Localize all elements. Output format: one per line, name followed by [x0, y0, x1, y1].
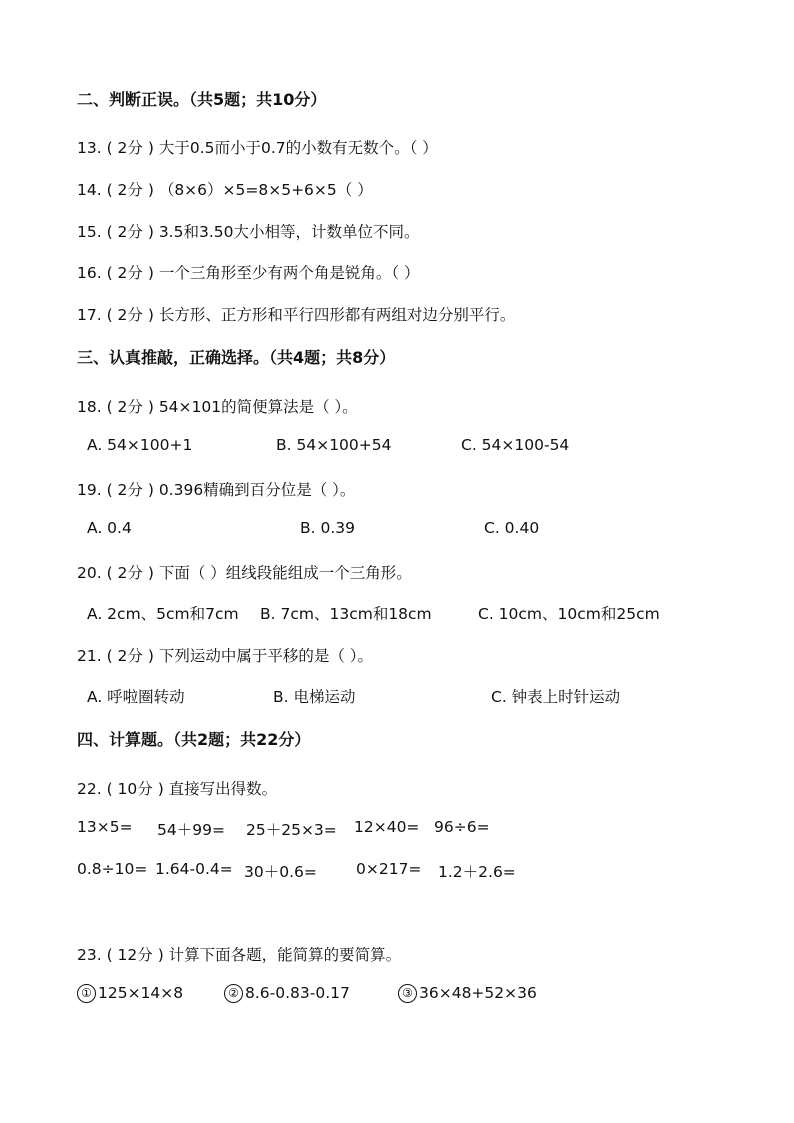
- calc22-row2-item1: 0.8÷10=: [77, 860, 148, 878]
- question-22: 22. ( 10分 ) 直接写出得数。: [77, 780, 278, 798]
- q18-option-c: C. 54×100-54: [461, 436, 570, 454]
- question-13: 13. ( 2分 ) 大于0.5而小于0.7的小数有无数个。（ ）: [77, 139, 438, 157]
- calc22-row1-item1: 13×5=: [77, 818, 133, 836]
- calc22-row2-item4: 0×217=: [356, 860, 422, 878]
- calc23-expression-1: 125×14×8: [98, 984, 184, 1002]
- q19-option-c: C. 0.40: [484, 519, 540, 537]
- calc22-row1-item4: 12×40=: [354, 818, 420, 836]
- calc23-item3: [398, 984, 537, 1003]
- q19-option-a: A. 0.4: [87, 519, 132, 537]
- calc22-row2-item5: 1.2＋2.6=: [438, 863, 516, 881]
- q18-option-a: A. 54×100+1: [87, 436, 193, 454]
- question-16: 16. ( 2分 ) 一个三角形至少有两个角是锐角。（ ）: [77, 264, 420, 282]
- q20-option-a: A. 2cm、5cm和7cm: [87, 605, 239, 623]
- calc23-item1: [77, 984, 183, 1003]
- calc23-item2: [224, 984, 350, 1003]
- question-17: 17. ( 2分 ) 长方形、正方形和平行四形都有两组对边分别平行。: [77, 306, 516, 324]
- q18-option-b: B. 54×100+54: [276, 436, 392, 454]
- section-3-heading: 三、认真推敲，正确选择。（共4题；共8分）: [77, 348, 396, 367]
- calc22-row1-item3: 25＋25×3=: [246, 821, 337, 839]
- question-20: 20. ( 2分 ) 下面（ ）组线段能组成一个三角形。: [77, 564, 412, 582]
- q20-option-c: C. 10cm、10cm和25cm: [478, 605, 660, 623]
- q21-option-c: C. 钟表上时针运动: [491, 688, 621, 706]
- circled-number-1: ①: [77, 984, 96, 1003]
- section-2-heading: 二、判断正误。（共5题；共10分）: [77, 90, 327, 109]
- question-14: 14. ( 2分 ) （8×6）×5=8×5+6×5（ ）: [77, 181, 373, 199]
- question-23: 23. ( 12分 ) 计算下面各题，能简算的要简算。: [77, 946, 402, 964]
- circled-number-2: ②: [224, 984, 243, 1003]
- question-21: 21. ( 2分 ) 下列运动中属于平移的是（ ）。: [77, 647, 373, 665]
- circled-number-3: ③: [398, 984, 417, 1003]
- calc23-expression-2: 8.6-0.83-0.17: [245, 984, 350, 1002]
- q20-option-b: B. 7cm、13cm和18cm: [260, 605, 432, 623]
- q21-option-b: B. 电梯运动: [273, 688, 356, 706]
- calc22-row2-item2: 1.64-0.4=: [155, 860, 233, 878]
- question-19: 19. ( 2分 ) 0.396精确到百分位是（ ）。: [77, 481, 356, 499]
- calc22-row2-item3: 30＋0.6=: [244, 863, 317, 881]
- question-15: 15. ( 2分 ) 3.5和3.50大小相等，计数单位不同。: [77, 223, 420, 241]
- calc22-row1-item5: 96÷6=: [434, 818, 490, 836]
- section-4-heading: 四、计算题。（共2题；共22分）: [77, 730, 311, 749]
- q19-option-b: B. 0.39: [300, 519, 355, 537]
- question-18: 18. ( 2分 ) 54×101的简便算法是（ ）。: [77, 398, 358, 416]
- calc23-expression-3: 36×48+52×36: [419, 984, 537, 1002]
- q21-option-a: A. 呼啦圈转动: [87, 688, 185, 706]
- calc22-row1-item2: 54＋99=: [157, 821, 225, 839]
